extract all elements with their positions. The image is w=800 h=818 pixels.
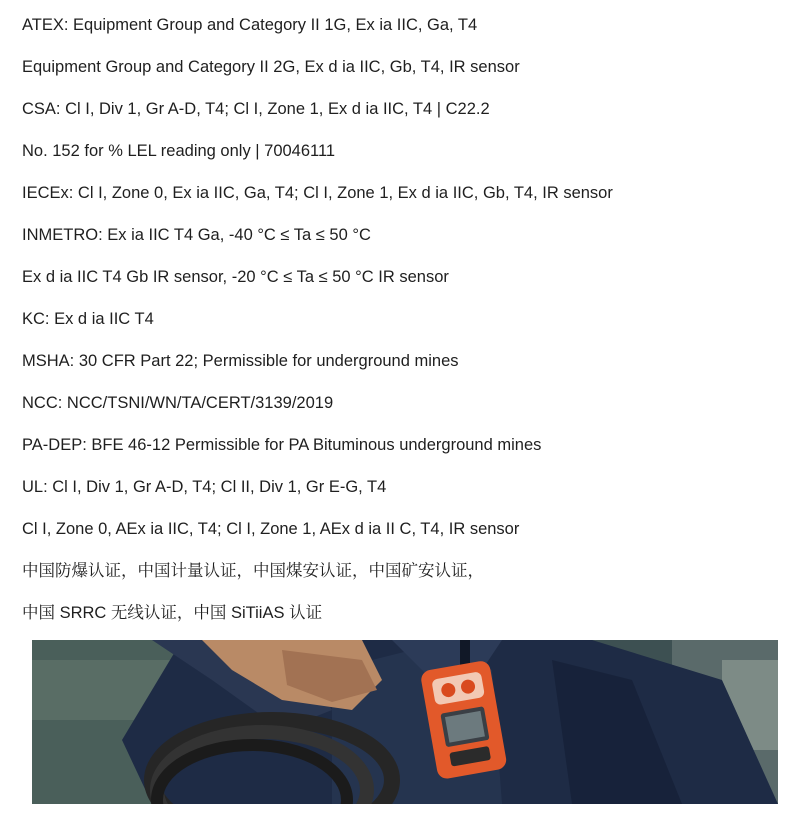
cert-line-csa: CSA: Cl I, Div 1, Gr A-D, T4; Cl I, Zone 1, Ex d ia IIC, T4 | C22.2 [22,100,490,118]
cert-line-msha: MSHA: 30 CFR Part 22; Permissible for underground mines [22,352,459,370]
cert-line-kc: KC: Ex d ia IIC T4 [22,310,154,328]
cert-line-iecex: IECEx: Cl I, Zone 0, Ex ia IIC, Ga, T4; Cl I, Zone 1, Ex d ia IIC, Gb, T4, IR sensor [22,184,613,202]
cert-line-atex-ir: Equipment Group and Category II 2G, Ex d ia IIC, Gb, T4, IR sensor [22,58,520,76]
certification-list [22,10,792,640]
cert-line-inmetro-ir: Ex d ia IIC T4 Gb IR sensor, -20 °C ≤ Ta ≤ 50 °C IR sensor [22,268,449,286]
cert-line-csa-lel: No. 152 for % LEL reading only | 70046111 [22,142,336,160]
cert-line-atex: ATEX: Equipment Group and Category II 1G, Ex ia IIC, Ga, T4 [22,16,478,34]
cert-line-ncc: NCC: NCC/TSNI/WN/TA/CERT/3139/2019 [22,394,334,412]
cert-line-china-1: 中国防爆认证，中国计量认证，中国煤安认证，中国矿安认证， [22,562,484,580]
cert-line-pa-dep: PA-DEP: BFE 46-12 Permissible for PA Bituminous underground mines [22,436,542,454]
cert-line-china-2: 中国 SRRC 无线认证，中国 SiTiiAS 认证 [22,604,323,622]
cert-line-ul-zone: Cl I, Zone 0, AEx ia IIC, T4; Cl I, Zone 1, AEx d ia II C, T4, IR sensor [22,520,520,538]
cert-line-ul: UL: Cl I, Div 1, Gr A-D, T4; Cl II, Div 1, Gr E-G, T4 [22,478,387,496]
worker-photo [32,640,778,804]
cert-line-inmetro: INMETRO: Ex ia IIC T4 Ga, -40 °C ≤ Ta ≤ 50 °C [22,226,371,244]
